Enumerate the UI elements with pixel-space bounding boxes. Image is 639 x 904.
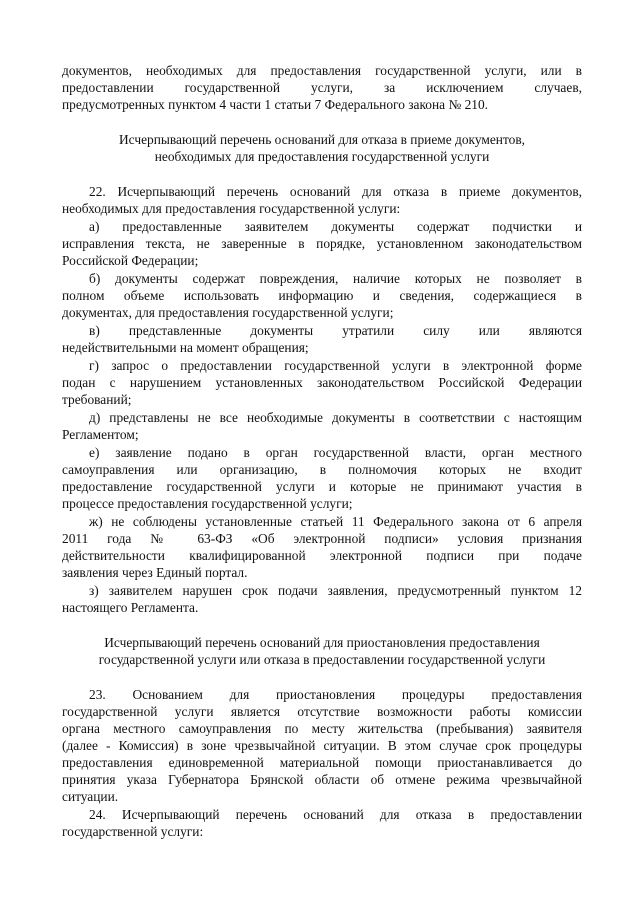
item-23-line-2: государственной услуги является отсутствие возможности работы комиссии xyxy=(62,704,582,719)
intro-line-1: документов, необходимых для предоставления государственной услуги, или в xyxy=(62,63,582,78)
item-22-b-line-1: б) документы содержат повреждения, наличие которых не позволяет в xyxy=(89,271,582,286)
item-22-d-line-1: д) представлены не все необходимые документы в соответствии с настоящим xyxy=(89,410,582,425)
item-22-a-line-2: исправления текста, не заверенные в порядке, установленном законодательством xyxy=(62,236,582,251)
item-22-zh-line-1: ж) не соблюдены установленные статьей 11 Федерального закона от 6 апреля xyxy=(89,514,582,529)
item-23-line-6: принятия указа Губернатора Брянской области об отмене режима чрезвычайной xyxy=(62,772,582,787)
item-22-a-line-3: Российской Федерации; xyxy=(62,253,199,268)
item-24-line-1: 24. Исчерпывающий перечень оснований для отказа в предоставлении xyxy=(89,807,582,822)
item-23-line-5: предоставления единовременной материальной помощи приостанавливается до xyxy=(62,755,582,770)
item-22-e-line-3: предоставление государственной услуги и которые не принимают участия в xyxy=(62,479,582,494)
item-22-zh-line-2: 2011 года № 63-ФЗ «Об электронной подписи» условия признания xyxy=(62,531,582,546)
intro-line-2: предоставлении государственной услуги, за исключением случаев, xyxy=(62,80,582,95)
item-22-zh-line-4: заявления через Единый портал. xyxy=(62,565,248,580)
heading-refusal-reception-line-2: необходимых для предоставления государственной услуги xyxy=(154,149,490,164)
intro-line-3: предусмотренных пунктом 4 части 1 статьи 7 Федерального закона № 210. xyxy=(62,97,489,112)
item-22-d-line-2: Регламентом; xyxy=(62,427,139,442)
item-23-line-1: 23. Основанием для приостановления процедуры предоставления xyxy=(89,687,582,702)
item-22-intro-line-1: 22. Исчерпывающий перечень оснований для отказа в приеме документов, xyxy=(89,184,582,199)
item-22-g-line-2: подан с нарушением установленных законодательством Российской Федерации xyxy=(62,375,582,390)
item-24-line-2: государственной услуги: xyxy=(62,824,204,839)
item-22-e-line-4: процессе предоставления государственной услуги; xyxy=(62,496,353,511)
item-22-e-line-1: е) заявление подано в орган государственной власти, орган местного xyxy=(89,445,582,460)
item-22-intro-line-2: необходимых для предоставления государственной услуги: xyxy=(62,201,401,216)
item-22-v-line-1: в) представленные документы утратили силу или являются xyxy=(89,323,582,338)
heading-suspension-line-2: государственной услуги или отказа в предоставлении государственной услуги xyxy=(98,652,546,667)
item-23-line-3: органа местного самоуправления по месту жительства (пребывания) заявителя xyxy=(62,721,582,736)
item-22-a-line-1: а) предоставленные заявителем документы содержат подчистки и xyxy=(89,219,582,234)
item-23-line-4: (далее - Комиссия) в зоне чрезвычайной ситуации. В этом случае срок процедуры xyxy=(62,738,582,753)
heading-refusal-reception-line-1: Исчерпывающий перечень оснований для отказа в приеме документов, xyxy=(118,132,526,147)
item-22-g-line-1: г) запрос о предоставлении государственной услуги в электронной форме xyxy=(89,358,582,373)
item-22-g-line-3: требований; xyxy=(62,392,132,407)
item-22-b-line-2: полном объеме использовать информацию и сведения, содержащиеся в xyxy=(62,288,582,303)
item-22-z-line-1: з) заявителем нарушен срок подачи заявления, предусмотренный пунктом 12 xyxy=(89,583,582,598)
item-22-z-line-2: настоящего Регламента. xyxy=(62,600,199,615)
item-22-e-line-2: самоуправления или организацию, в полномочия которых не входит xyxy=(62,462,582,477)
item-23-line-7: ситуации. xyxy=(62,789,119,804)
item-22-b-line-3: документах, для предоставления государственной услуги; xyxy=(62,305,394,320)
item-22-v-line-2: недействительными на момент обращения; xyxy=(62,340,309,355)
heading-suspension-line-1: Исчерпывающий перечень оснований для приостановления предоставления xyxy=(104,635,540,650)
item-22-zh-line-3: действительности квалифицированной электронной подписи при подаче xyxy=(62,548,582,563)
